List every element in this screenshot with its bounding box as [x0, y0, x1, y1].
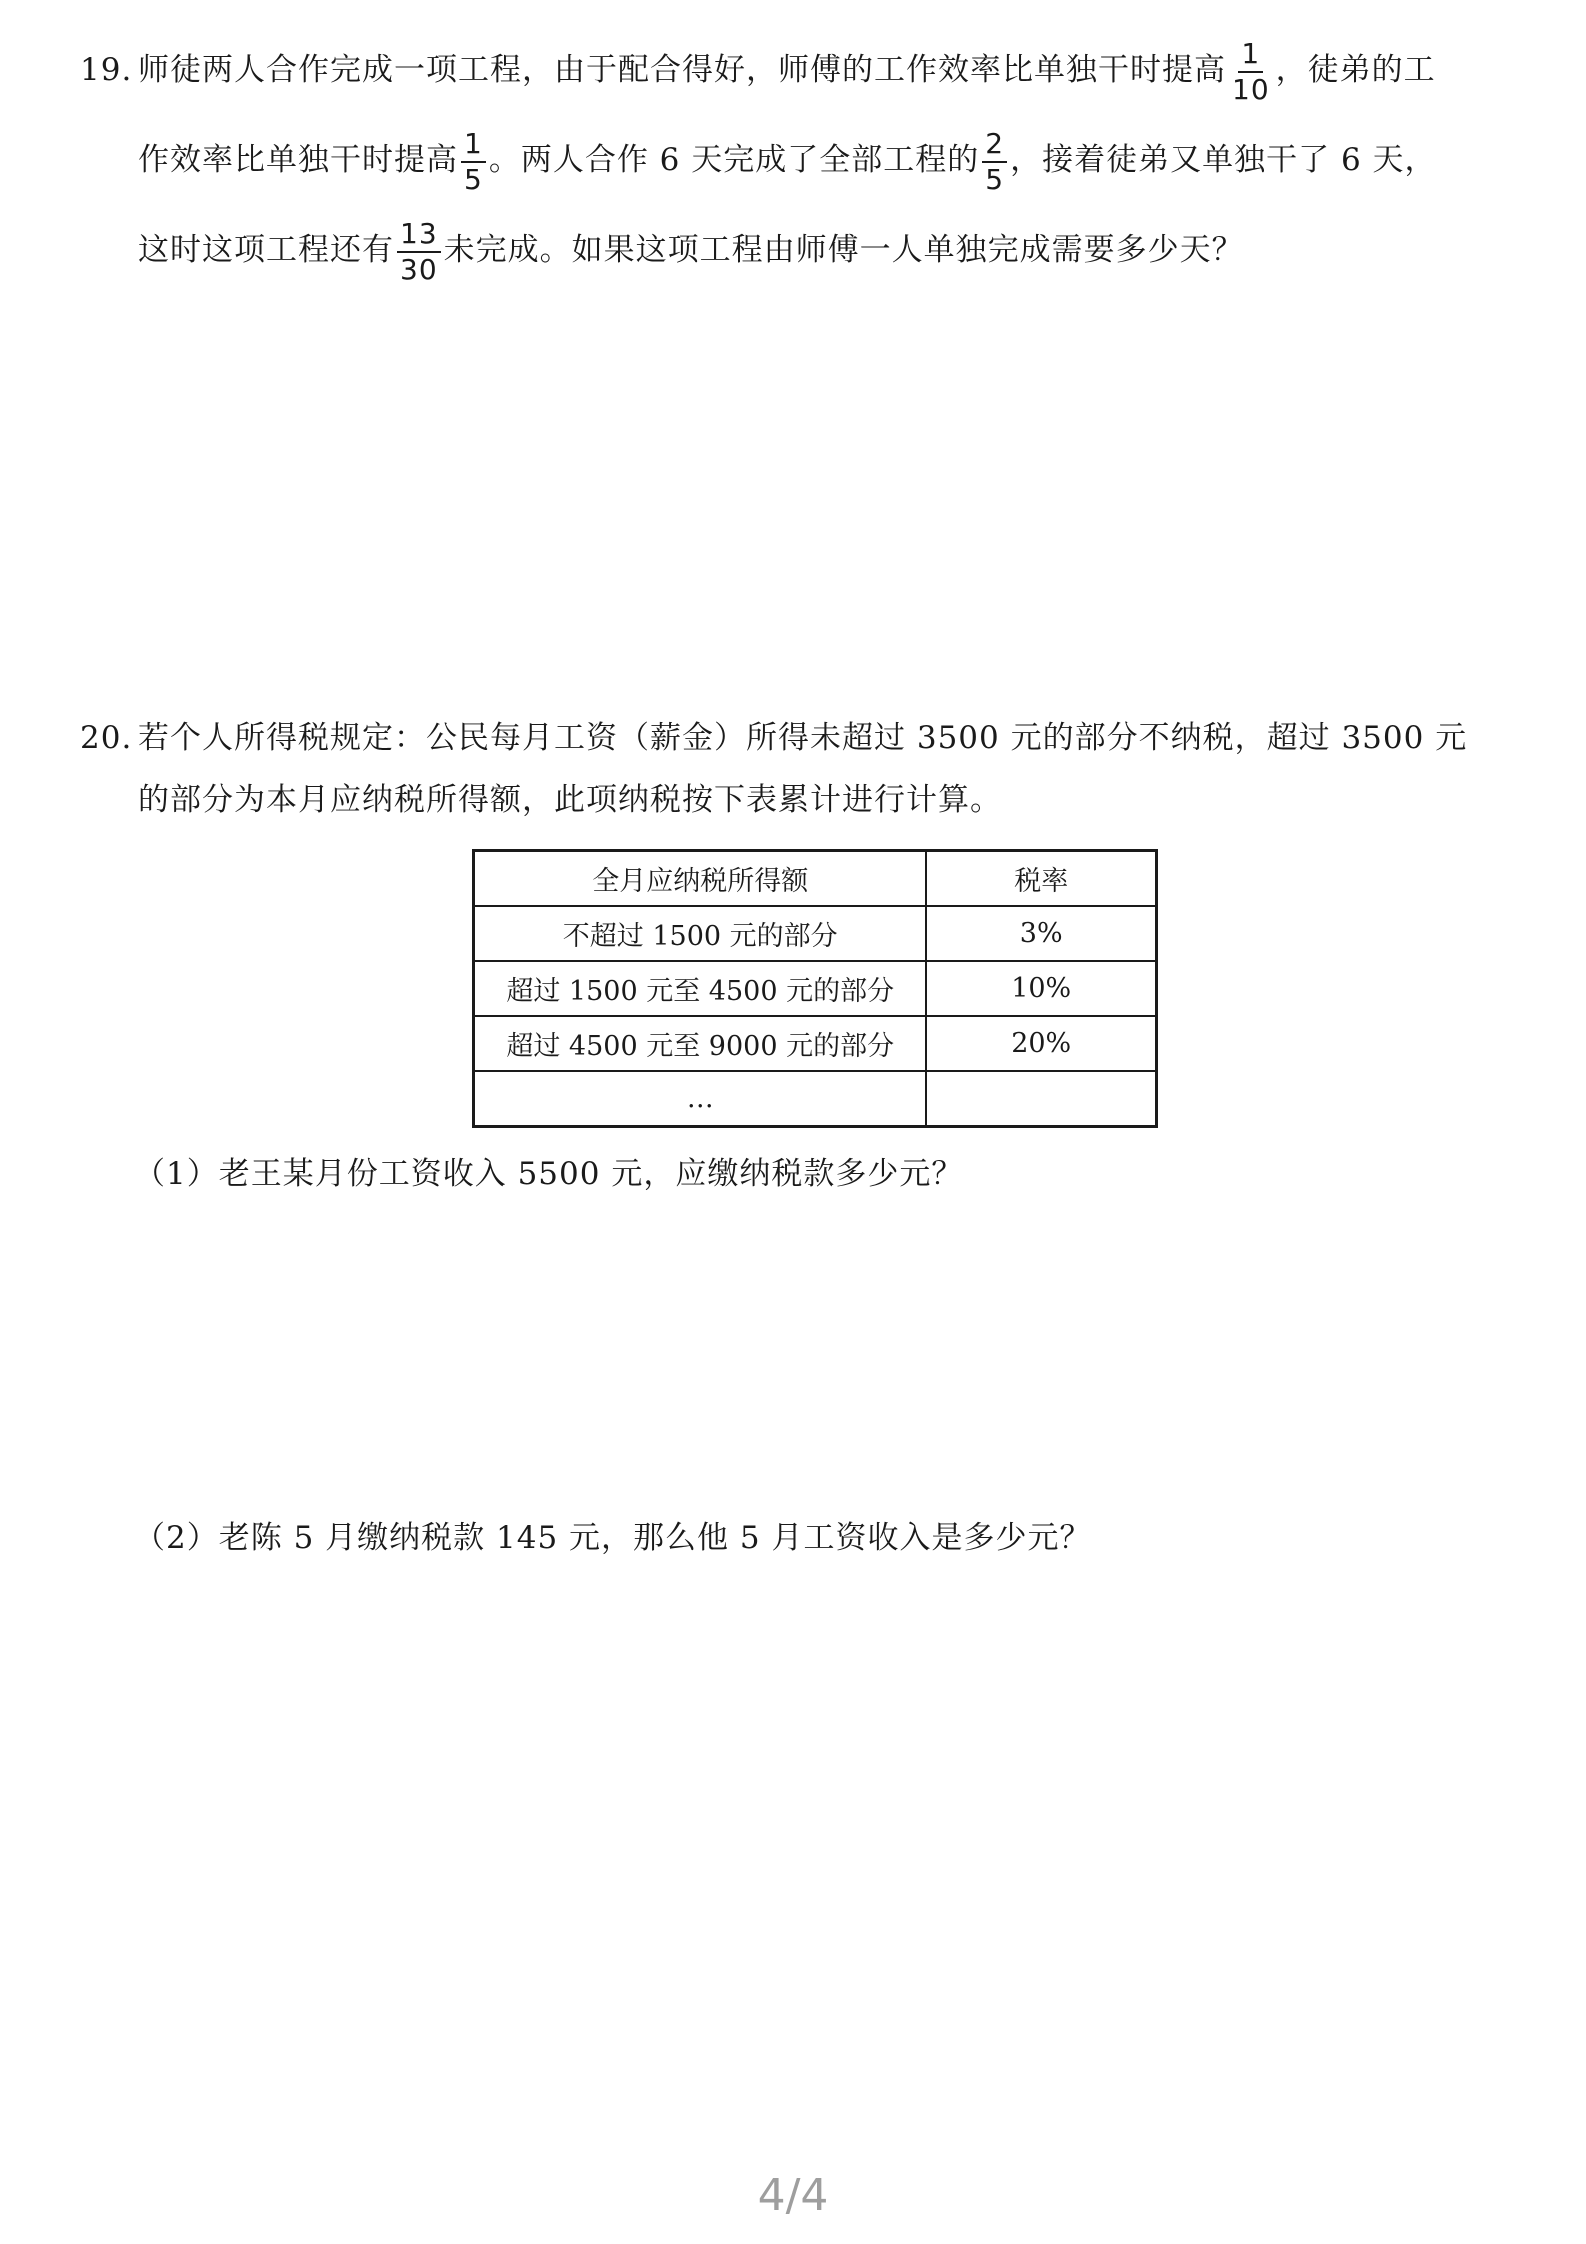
table-cell-bracket: …: [474, 1071, 927, 1127]
fraction-numerator: 2: [982, 130, 1007, 163]
table-row: [474, 906, 1157, 961]
page-number: 4/4: [757, 2170, 829, 2221]
question-20-line-1: [80, 707, 1500, 769]
question-19-line-1: [80, 25, 1500, 115]
fraction-13-30: [397, 216, 441, 286]
question-19-line-2: [80, 115, 1500, 205]
column-header-income: 全月应纳税所得额: [474, 851, 927, 907]
question-text: 这时这项工程还有: [138, 232, 394, 268]
fraction-2-5: [982, 126, 1007, 196]
question-text: 的部分为本月应纳税所得额，此项纳税按下表累计进行计算。: [138, 782, 1002, 818]
fraction-denominator: 5: [985, 162, 1005, 196]
fraction-numerator: 13: [397, 220, 441, 253]
question-19-line-3: [80, 205, 1500, 295]
table-row: [474, 961, 1157, 1016]
question-20-line-2: [80, 769, 1500, 831]
fraction-numerator: 1: [1238, 40, 1263, 73]
table-row: [474, 1071, 1157, 1127]
fraction-denominator: 5: [464, 162, 483, 196]
table-row: [474, 1016, 1157, 1071]
question-19: [80, 25, 1500, 295]
fraction-denominator: 30: [400, 252, 438, 286]
fraction-1-10: [1229, 36, 1273, 106]
table-cell-bracket: 不超过 1500 元的部分: [474, 906, 927, 961]
question-text: ，徒弟的工: [1275, 52, 1436, 88]
fraction-denominator: 10: [1232, 72, 1270, 106]
column-header-rate: 税率: [926, 851, 1156, 907]
fraction-1-5: [461, 126, 486, 196]
table-cell-rate: 10%: [926, 961, 1156, 1016]
table-cell-rate: 20%: [926, 1016, 1156, 1071]
question-text: 师徒两人合作完成一项工程，由于配合得好，师傅的工作效率比单独干时提高: [138, 52, 1226, 88]
table-cell-rate: 3%: [926, 906, 1156, 961]
fraction-numerator: 1: [461, 130, 486, 163]
table-header-row: [474, 851, 1157, 907]
question-number: 19.: [80, 52, 133, 88]
question-text: 作效率比单独干时提高: [138, 142, 458, 178]
question-text: 。两人合作 6 天完成了全部工程的: [488, 142, 980, 178]
question-number: 20.: [80, 720, 133, 756]
question-text: 未完成。如果这项工程由师傅一人单独完成需要多少天？: [443, 232, 1244, 268]
table-cell-rate: [926, 1071, 1156, 1127]
question-text: 若个人所得税规定：公民每月工资（薪金）所得未超过 3500 元的部分不纳税，超过 3500 元: [138, 720, 1468, 756]
question-20-part-1: （1）老王某月份工资收入 5500 元，应缴纳税款多少元？: [134, 1156, 964, 1192]
tax-rate-table: [472, 849, 1158, 1128]
table-cell-bracket: 超过 4500 元至 9000 元的部分: [474, 1016, 927, 1071]
question-20-part-2: （2）老陈 5 月缴纳税款 145 元，那么他 5 月工资收入是多少元？: [134, 1520, 1092, 1556]
table-cell-bracket: 超过 1500 元至 4500 元的部分: [474, 961, 927, 1016]
question-text: ，接着徒弟又单独干了 6 天，: [1010, 142, 1437, 178]
question-20: [80, 707, 1500, 831]
